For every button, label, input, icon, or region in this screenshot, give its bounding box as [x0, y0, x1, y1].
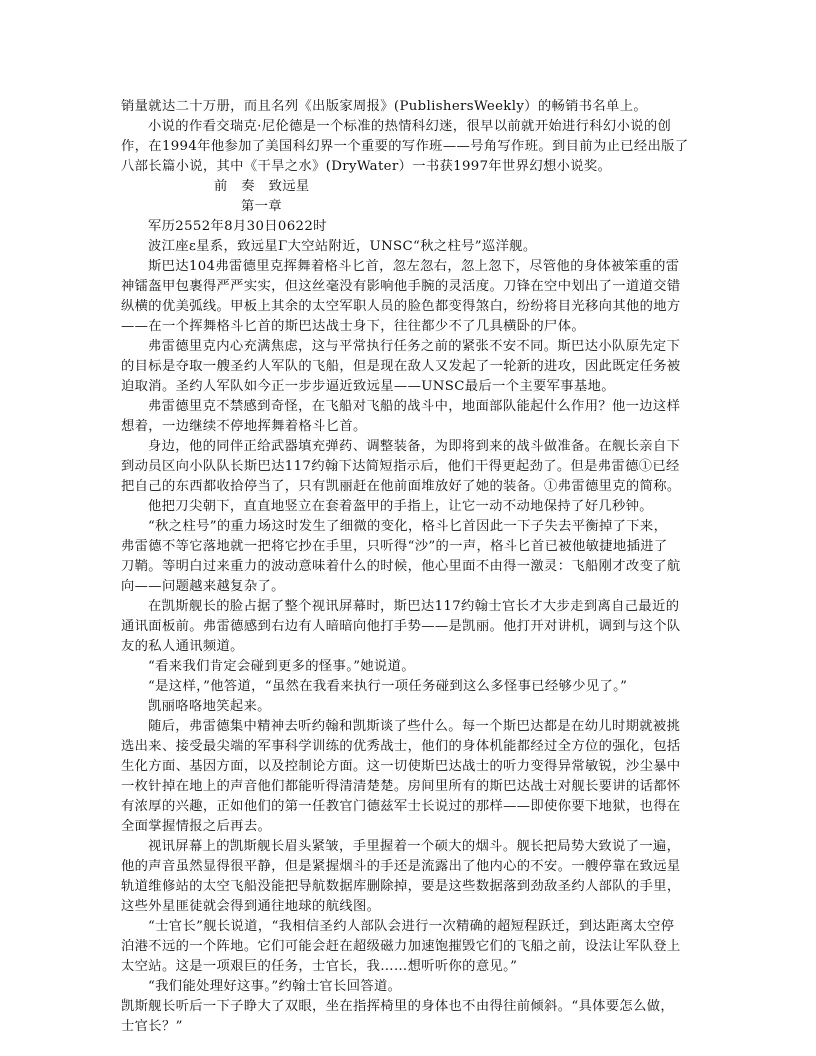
text-line: 到动员区向小队队长斯巴达117约翰下达简短指示后，他们干得更起劲了。但是弗雷德①已经	[121, 459, 680, 474]
text-line: 八部长篇小说，其中《干旱之水》(DryWater）一书获1997年世界幻想小说奖。	[121, 159, 612, 174]
text-line: 作，在1994年他参加了美国科幻界一个重要的写作班——号角写作班。到目前为止已经出版了	[121, 139, 689, 154]
text-line: 刀鞘。等明白过来重力的波动意味着什么的时候，他心里面不由得一激灵：飞船刚才改变了航	[121, 559, 681, 574]
text-line: 太空站。这是一项艰巨的任务，士官长，我……想听听你的意见。”	[121, 959, 518, 974]
text-line: 迫取消。圣约人军队如今正一步步逼近致远星——UNSC最后一个主要军事基地。	[121, 379, 615, 394]
text-line: 弗雷德里克内心充满焦虑，这与平常执行任务之前的紧张不安不同。斯巴达小队原先定下	[148, 339, 681, 354]
text-line: 他的声音虽然显得很平静，但是紧握烟斗的手还是流露出了他内心的不安。一艘停靠在致远星	[121, 859, 681, 874]
text-line: 凯斯舰长听后一下子睁大了双眼，坐在指挥椅里的身体也不由得往前倾斜。“具体要怎么做，	[121, 999, 675, 1014]
chapter-title: 第一章	[241, 199, 282, 214]
chapter-prelude-heading: 前 奏 致远星	[214, 179, 310, 194]
text-line: 视讯屏幕上的凯斯舰长眉头紧皱，手里握着一个硕大的烟斗。舰长把局势大致说了一遍，	[148, 839, 681, 854]
text-line: 他把刀尖朝下，直直地竖立在套着盔甲的手指上，让它一动不动地保持了好几秒钟。	[148, 499, 653, 514]
text-line: 小说的作看交瑞克·尼伦德是一个标准的热情科幻迷，很早以前就开始进行科幻小说的创	[148, 119, 672, 134]
text-line: 把自己的东西都收拾停当了，只有凯丽赶在他前面堆放好了她的装备。①弗雷德里克的简称。	[121, 479, 681, 494]
text-line: 生化方面、基因方面，以及控制论方面。这一切使斯巴达战士的听力变得异常敏锐，沙尘暴中	[121, 759, 681, 774]
text-line: 身边，他的同伴正给武器填充弹药、调整装备，为即将到来的战斗做准备。在舰长亲自下	[148, 439, 681, 454]
text-line: 的目标是夺取一艘圣约人军队的飞船，但是现在敌人又发起了一轮新的进攻，因此既定任务被	[121, 359, 681, 374]
text-line: 神镭盔甲包裹得严严实实，但这丝毫没有影响他手腕的灵活度。刀锋在空中划出了一道道交错	[121, 279, 681, 294]
text-line: 在凯斯舰长的脸占据了整个视讯屏幕时，斯巴达117约翰士官长才大步走到离自己最近的	[148, 599, 680, 614]
text-line: 凯丽咯咯地笑起来。	[148, 699, 271, 714]
text-line: 弗雷德不等它落地就一把将它抄在手里，只听得“沙”的一声，格斗匕首已被他敏捷地插进了	[121, 539, 668, 554]
text-line: 轨道维修站的太空飞船没能把导航数据库删除掉，要是这些数据落到劲敌圣约人部队的手里，	[121, 879, 681, 894]
text-line: 军历2552年8月30日0622时	[148, 219, 327, 234]
text-line: 士官长？”	[121, 1019, 183, 1034]
text-line: “士官长”舰长说道，“我相信圣约人部队会进行一次精确的超短程跃迁，到达距离太空停	[148, 919, 675, 934]
text-line: 弗雷德里克不禁感到奇怪，在飞船对飞船的战斗中，地面部队能起什么作用？他一边这样	[148, 399, 681, 414]
text-line: 全面掌握情报之后再去。	[121, 819, 272, 834]
text-line: “是这样，”他答道，“虽然在我看来执行一项任务碰到这么多怪事已经够少见了。”	[148, 679, 628, 694]
text-line: “我们能处理好这事。”约翰士官长回答道。	[148, 979, 402, 994]
text-line: 泊港不远的一个阵地。它们可能会赶在超级磁力加速饱摧毁它们的飞船之前，设法让军队登上	[121, 939, 681, 954]
text-line: ——在一个挥舞格斗匕首的斯巴达战士身下，往往都少不了几具横卧的尸体。	[121, 319, 585, 334]
text-line: 通讯面板前。弗雷德感到右边有人暗暗向他打手势——是凯丽。他打开对讲机，调到与这个队	[121, 619, 681, 634]
text-line: 斯巴达104弗雷德里克挥舞着格斗匕首，忽左忽右，忽上忽下，尽管他的身体被笨重的雷	[148, 259, 680, 274]
text-line: 销量就达二十万册，而且名列《出版家周报》(PublishersWeekly）的畅销书名单上。	[121, 99, 648, 114]
text-line: 选出来、接受最尖端的军事科学训练的优秀战士，他们的身体机能都经过全方位的强化，包括	[121, 739, 681, 754]
text-line: 这些外星匪徒就会得到通往地球的航线图。	[121, 899, 381, 914]
text-line: 波江座ε星系，致远星Γ大空站附近，UNSC“秋之柱号”巡洋舰。	[148, 239, 537, 254]
text-line: 想着，一边继续不停地挥舞着格斗匕首。	[121, 419, 367, 434]
text-line: “秋之柱号”的重力场这时发生了细微的变化，格斗匕首因此一下子失去平衡掉了下来，	[148, 519, 668, 534]
text-line: 有浓厚的兴趣，正如他们的第一任教官门德兹军士长说过的那样——即使你要下地狱，也得在	[121, 799, 681, 814]
text-line: 随后，弗雷德集中精神去听约翰和凯斯谈了些什么。每一个斯巴达都是在幼儿时期就被挑	[148, 719, 681, 734]
text-line: 纵横的优美弧线。甲板上其余的太空军职人员的脸色都变得煞白，纷纷将目光移向其他的地方	[121, 299, 681, 314]
text-line: 友的私人通讯频道。	[121, 639, 244, 654]
text-line: 一枚针掉在地上的声音他们都能听得清清楚楚。房间里所有的斯巴达战士对舰长要讲的话都怀	[121, 779, 681, 794]
text-line: “看来我们肯定会碰到更多的怪事。”她说道。	[148, 659, 415, 674]
text-line: 向——问题越来越复杂了。	[121, 579, 285, 594]
